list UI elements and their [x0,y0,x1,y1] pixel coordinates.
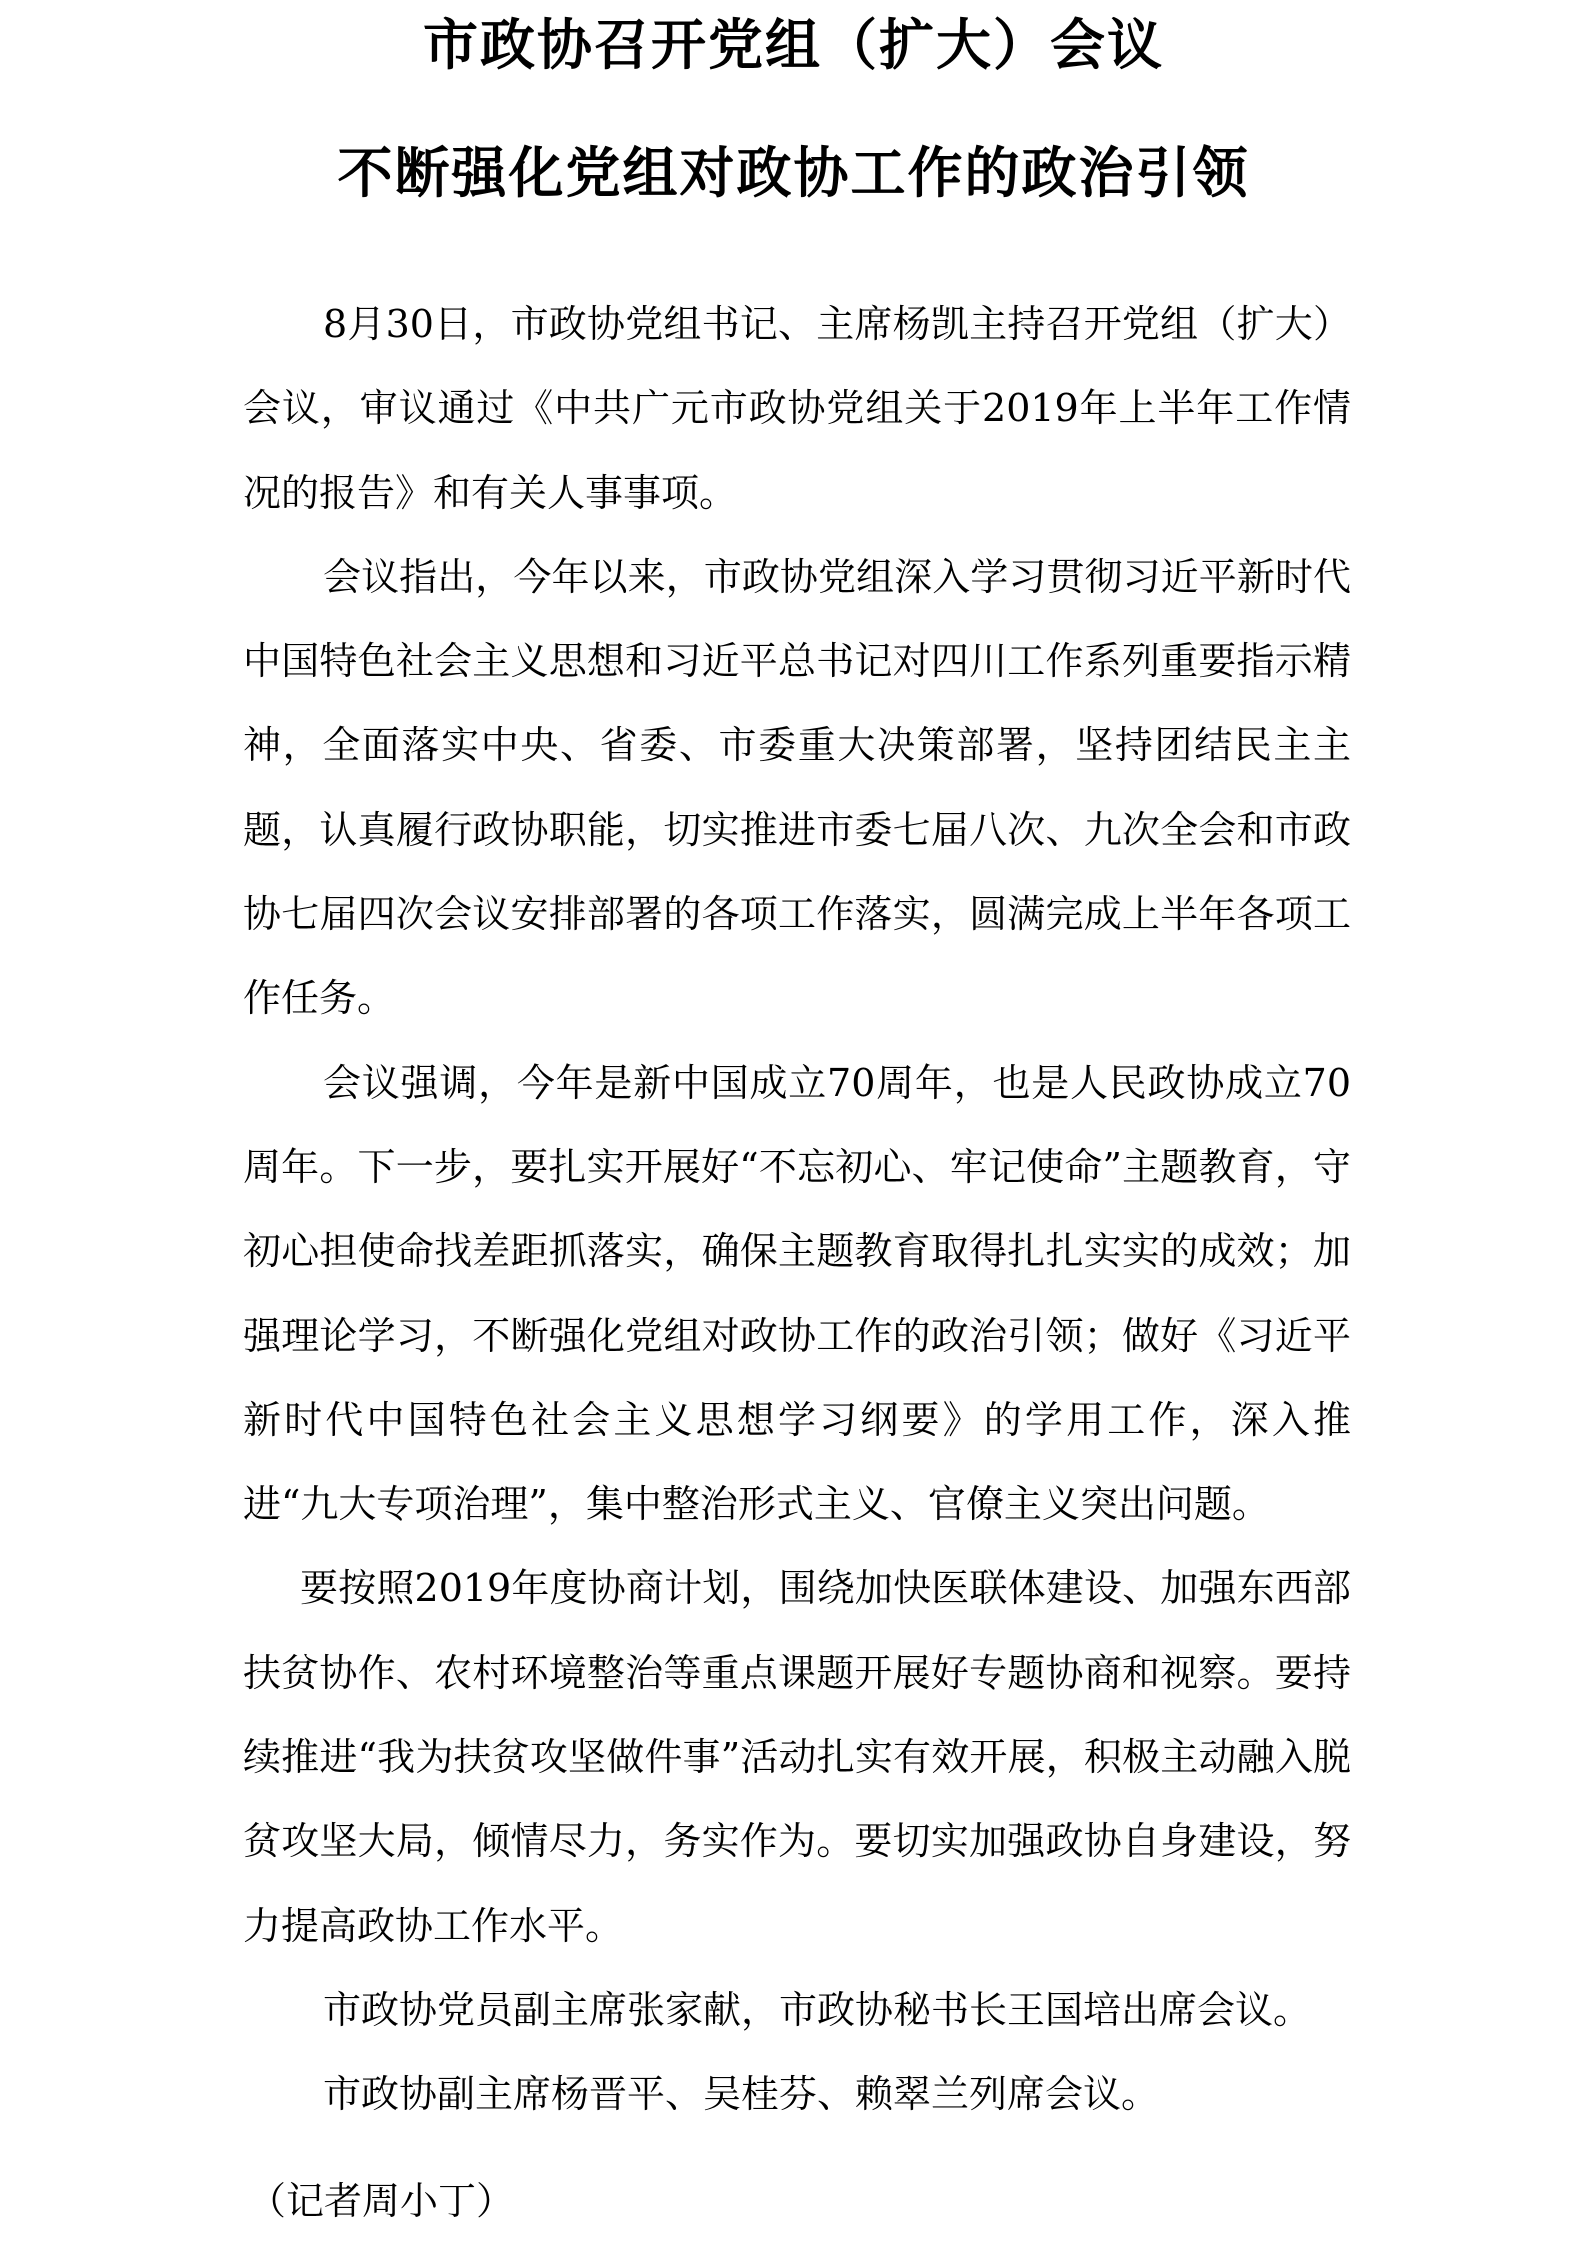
reporter-byline: （记者周小丁） [248,2179,515,2223]
paragraph-consultation-plan: 要按照2019年度协商计划，围绕加快医联体建设、加强东西部扶贫协作、农村环境整治等重点课题开展好专题协商和视察。要持续推进“我为扶贫攻坚做件事”活动扎实有效开展，积极主动融入脱贫攻坚大局，倾情尽力，务实作为。要切实加强政协自身建设，努力提高政协工作水平。 [243,1566,1351,1948]
article-body [243,282,1351,2137]
paragraph-observers: 市政协副主席杨晋平、吴桂芬、赖翠兰列席会议。 [323,2072,1160,2117]
paragraph-meeting-emphasis: 会议强调，今年是新中国成立70周年，也是人民政协成立70周年。下一步，要扎实开展好“不忘初心、牢记使命”主题教育，守初心担使命找差距抓落实，确保主题教育取得扎扎实实的成效；加强理论学习，不断强化党组对政协工作的政治引领；做好《习近平新时代中国特色社会主义思想学习纲要》的学用工作，深入推进“九大专项治理”，集中整治形式主义、官僚主义突出问题。 [243,1060,1351,1527]
headline-line-1: 市政协召开党组（扩大）会议 [422,12,1164,77]
headline-line-2: 不断强化党组对政协工作的政治引领 [337,140,1250,205]
paragraph-meeting-summary: 8月30日，市政协党组书记、主席杨凯主持召开党组（扩大）会议，审议通过《中共广元市政协党组关于2019年上半年工作情况的报告》和有关人事事项。 [243,302,1351,515]
paragraph-attendees: 市政协党员副主席张家献，市政协秘书长王国培出席会议。 [323,1987,1312,2032]
paragraph-meeting-notes: 会议指出，今年以来，市政协党组深入学习贯彻习近平新时代中国特色社会主义思想和习近平总书记对四川工作系列重要指示精神，全面落实中央、省委、市委重大决策部署，坚持团结民主主题，认真履行政协职能，切实推进市委七届八次、九次全会和市政协七届四次会议安排部署的各项工作落实，圆满完成上半年各项工作任务。 [243,554,1351,1021]
